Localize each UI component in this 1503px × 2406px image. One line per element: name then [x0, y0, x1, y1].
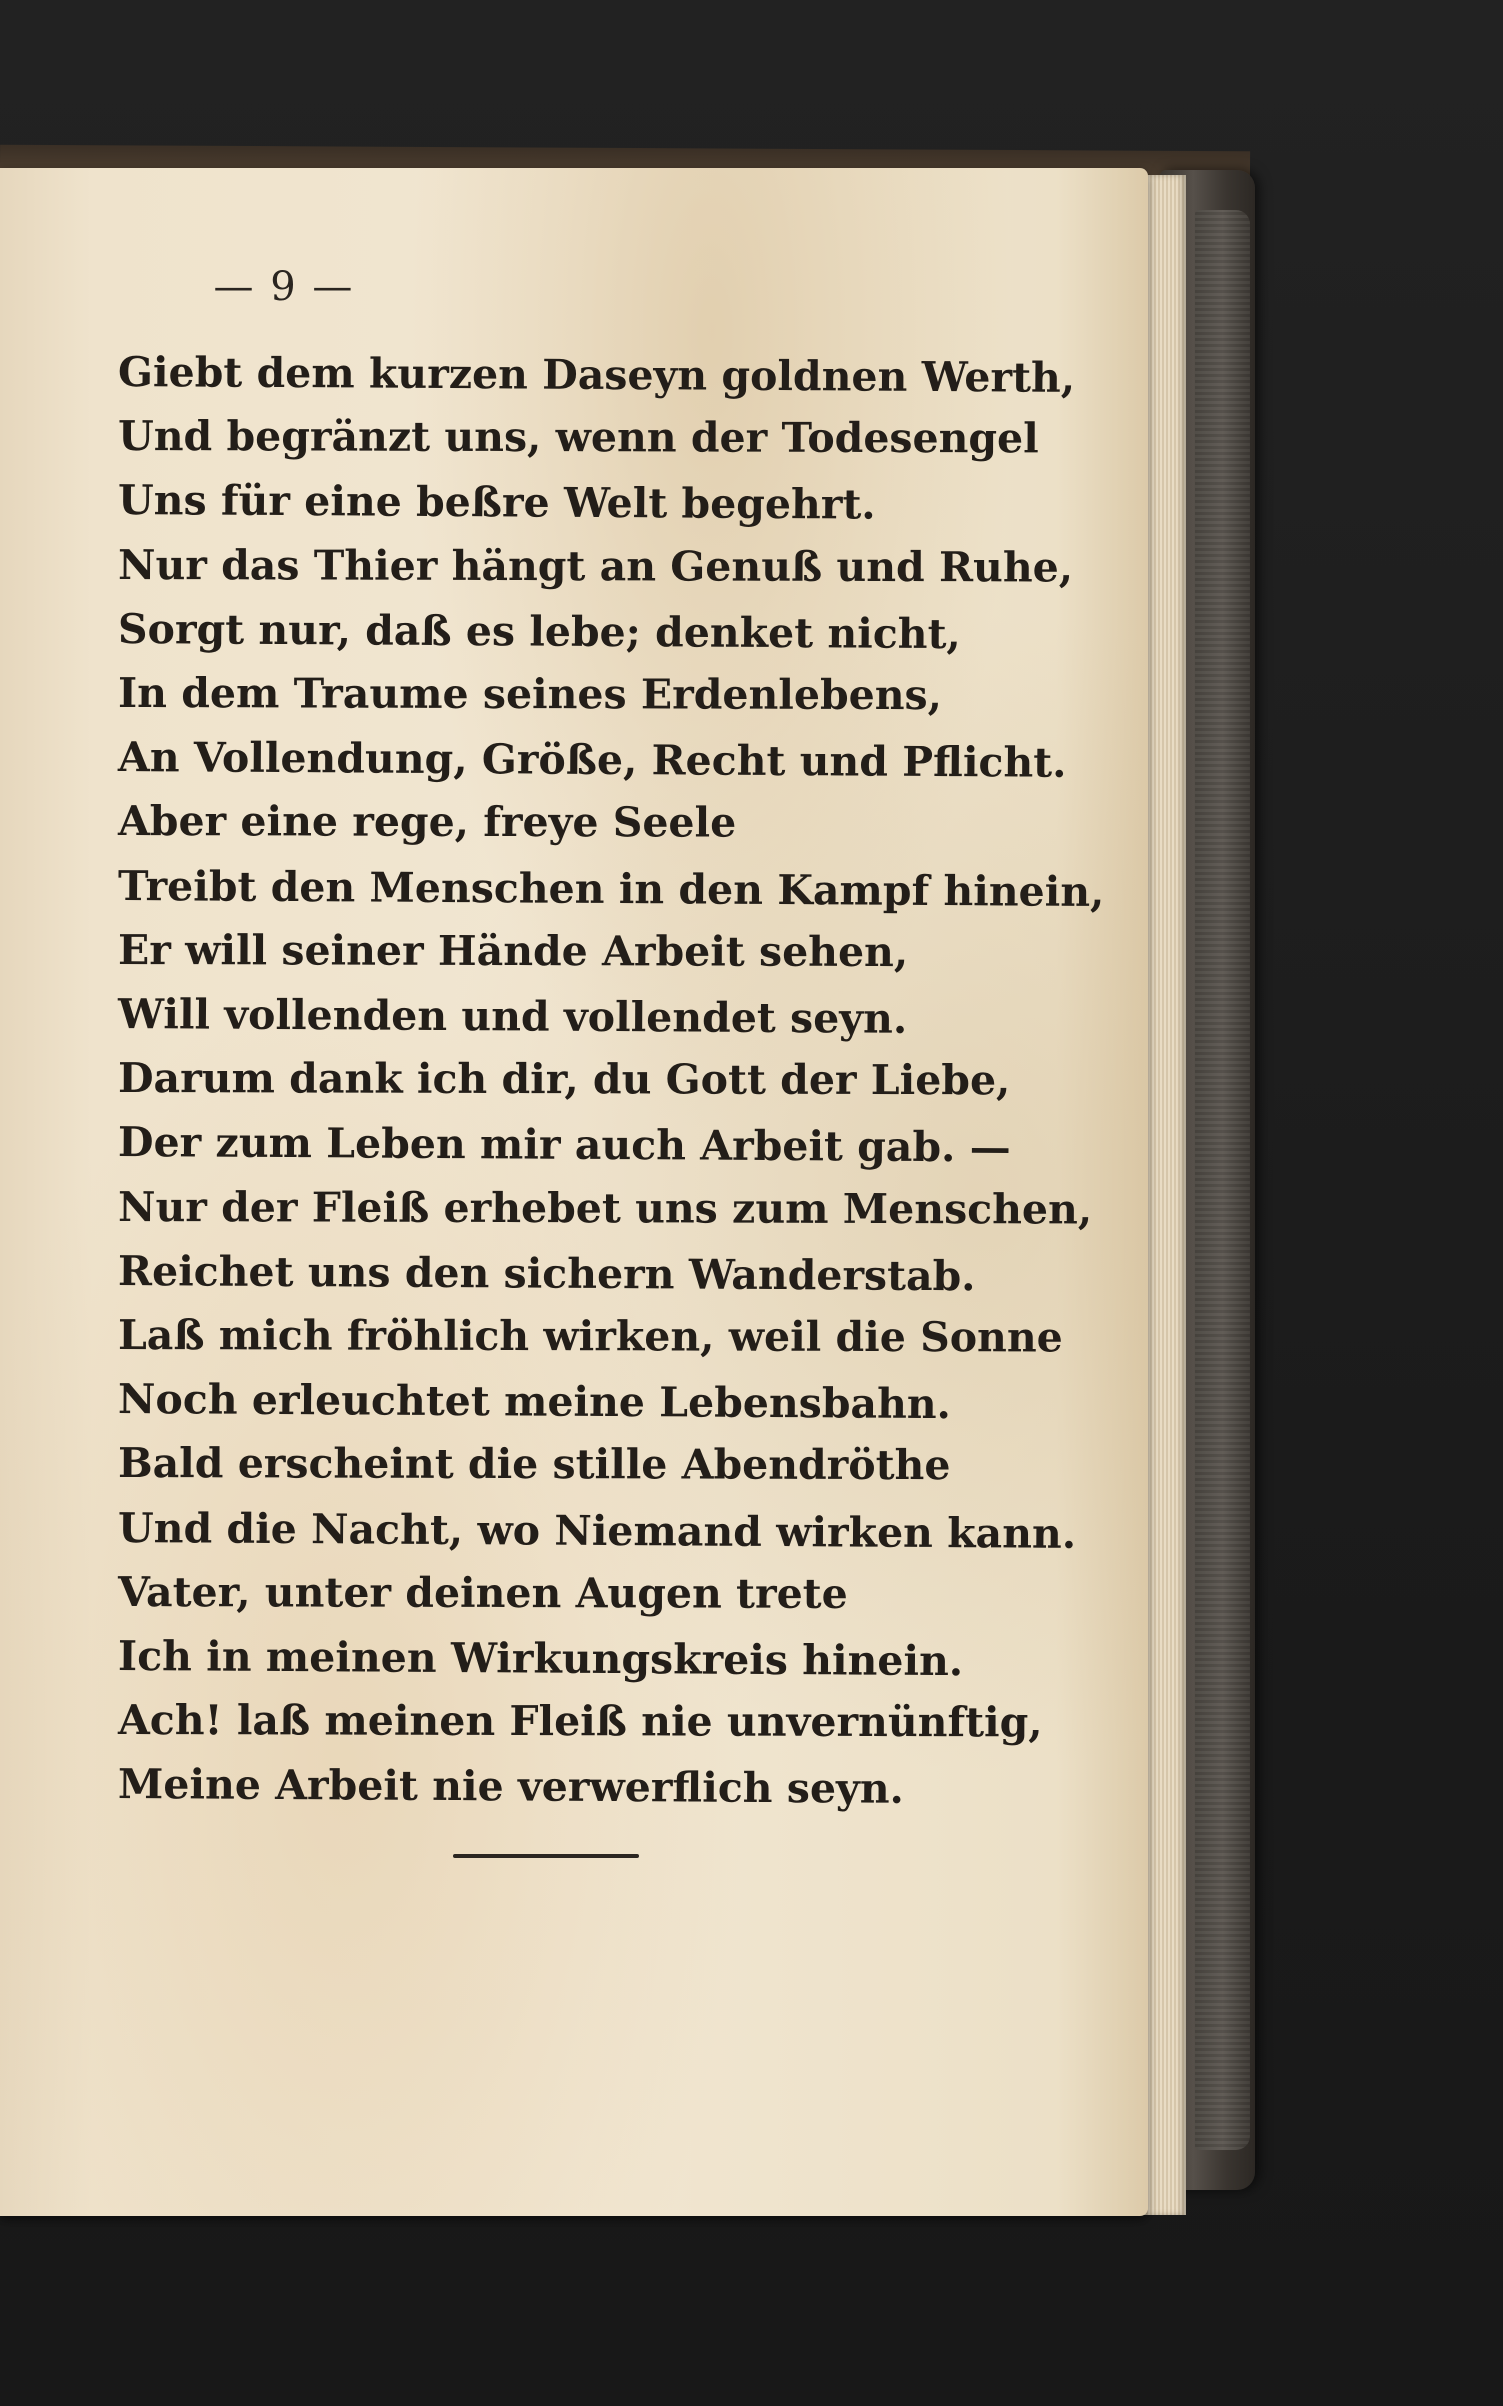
poem-line: Noch erleuchtet meine Lebensbahn.	[117, 1375, 952, 1429]
page-number: — 9 —	[213, 264, 355, 310]
end-rule	[453, 1854, 639, 1858]
poem-line: Sorgt nur, daß es lebe; denket nicht,	[117, 604, 961, 658]
poem-line: Ich in meinen Wirkungskreis hinein.	[117, 1632, 964, 1686]
poem-line: Aber eine rege, freye Seele	[117, 797, 737, 848]
poem-line: Und die Nacht, wo Niemand wirken kann.	[117, 1503, 1077, 1558]
poem-line: Treibt den Menschen in den Kampf hinein,	[117, 861, 1105, 916]
poem-line: Vater, unter deinen Augen trete	[117, 1567, 848, 1618]
poem-line: Bald erscheint die stille Abendröthe	[117, 1439, 951, 1490]
poem-line: Ach! laß meinen Fleiß nie unvernünftig,	[117, 1696, 1043, 1747]
poem-line: In dem Traume seines Erdenlebens,	[117, 669, 942, 720]
poem-line: Darum dank ich dir, du Gott der Liebe,	[117, 1054, 1011, 1105]
poem-text	[118, 340, 1104, 1817]
book-page	[0, 168, 1148, 2216]
poem-line: Meine Arbeit nie verwerflich seyn.	[117, 1760, 905, 1814]
poem-line: Nur der Fleiß erhebet uns zum Menschen,	[117, 1182, 1093, 1234]
poem-line: Der zum Leben mir auch Arbeit gab. —	[117, 1118, 1011, 1172]
book-cover-texture	[1195, 210, 1250, 2150]
poem-line: Reichet uns den sichern Wanderstab.	[117, 1246, 976, 1301]
poem-line: Er will seiner Hände Arbeit sehen,	[117, 925, 909, 976]
poem-line: Und begränzt uns, wenn der Todesengel	[117, 412, 1039, 463]
poem-line: Giebt dem kurzen Daseyn goldnen Werth,	[117, 348, 1076, 402]
poem-line: Laß mich fröhlich wirken, weil die Sonne	[117, 1311, 1063, 1362]
poem-line: An Vollendung, Größe, Recht und Pflicht.	[117, 733, 1067, 788]
poem-line: Uns für eine beßre Welt begehrt.	[117, 476, 876, 530]
poem-line: Will vollenden und vollendet seyn.	[117, 990, 908, 1043]
poem-line: Nur das Thier hängt an Genuß und Ruhe,	[117, 540, 1074, 592]
